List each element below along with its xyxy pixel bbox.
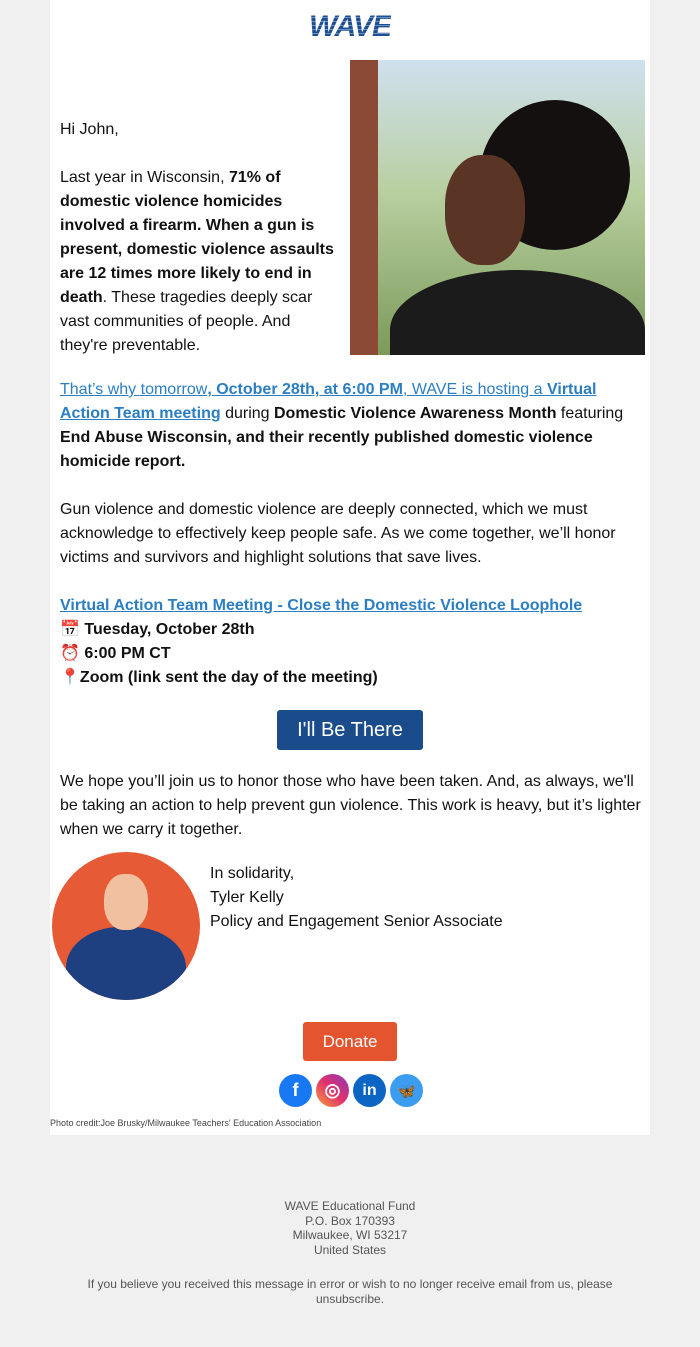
greeting: Hi John, <box>60 121 119 138</box>
date-link[interactable]: , October 28th, at 6:00 PM <box>207 381 403 398</box>
event-details <box>60 594 640 690</box>
facebook-icon[interactable]: f <box>279 1074 312 1107</box>
announcement-paragraph: That’s why tomorrow, October 28th, at 6:00 PM, WAVE is hosting a Virtual Action Team meeting during Domestic Violence Awareness Month featuring End Abuse Wisconsin, and their recently published domestic violence homicide report. <box>60 381 624 470</box>
signer-photo <box>52 852 200 1000</box>
closing-paragraph: We hope you’ll join us to honor those who have been taken. And, as always, we'll be taking an action to help prevent gun violence. This work is heavy, but it’s lighter when we carry it together. <box>60 773 641 838</box>
bluesky-icon[interactable]: 🦋 <box>390 1074 423 1107</box>
social-links <box>279 1074 423 1107</box>
event-time: 6:00 PM CT <box>84 645 171 662</box>
intro-paragraph: Last year in Wisconsin, 71% of domestic violence homicides involved a firearm. When a gun is present, domestic violence assaults are 12 times more likely to end in death. These tragedies deeply scar vast communities of people. And they're preventable. <box>60 169 334 354</box>
event-location: Zoom (link sent the day of the meeting) <box>79 669 378 686</box>
alarm-clock-icon: ⏰ <box>60 645 80 662</box>
rsvp-button[interactable]: I'll Be There <box>277 710 423 750</box>
email-body <box>50 0 650 1135</box>
linkedin-icon[interactable]: in <box>353 1074 386 1107</box>
meeting-link[interactable]: Virtual Action Team meeting <box>60 381 597 422</box>
wave-link[interactable]: , WAVE is hosting a <box>402 381 547 398</box>
instagram-icon[interactable]: ◎ <box>316 1074 349 1107</box>
connection-paragraph: Gun violence and domestic violence are deeply connected, which we must acknowledge to effectively keep people safe. As we come together, we’ll honor victims and survivors and highlight solutions that save lives. <box>60 501 616 566</box>
hero-photo <box>350 60 645 355</box>
event-date: Tuesday, October 28th <box>84 621 255 638</box>
wave-logo[interactable]: WAVE <box>308 10 392 43</box>
donate-button[interactable]: Donate <box>303 1022 397 1061</box>
unsubscribe-notice[interactable]: If you believe you received this message in error or wish to no longer receive email from us, please unsubscribe. <box>87 1277 613 1306</box>
signature: In solidarity, Tyler Kelly Policy and Engagement Senior Associate <box>210 865 503 930</box>
photo-credit: Photo credit:Joe Brusky/Milwaukee Teachers' Education Association <box>50 1118 322 1128</box>
footer-address: WAVE Educational Fund P.O. Box 170393 Milwaukee, WI 53217 United States <box>284 1199 416 1257</box>
pin-icon: 📍 <box>60 669 80 686</box>
tomorrow-link[interactable]: That’s why tomorrow <box>60 381 208 398</box>
calendar-icon: 📅 <box>60 621 80 638</box>
event-title-link[interactable]: Virtual Action Team Meeting - Close the Domestic Violence Loophole <box>60 597 583 614</box>
